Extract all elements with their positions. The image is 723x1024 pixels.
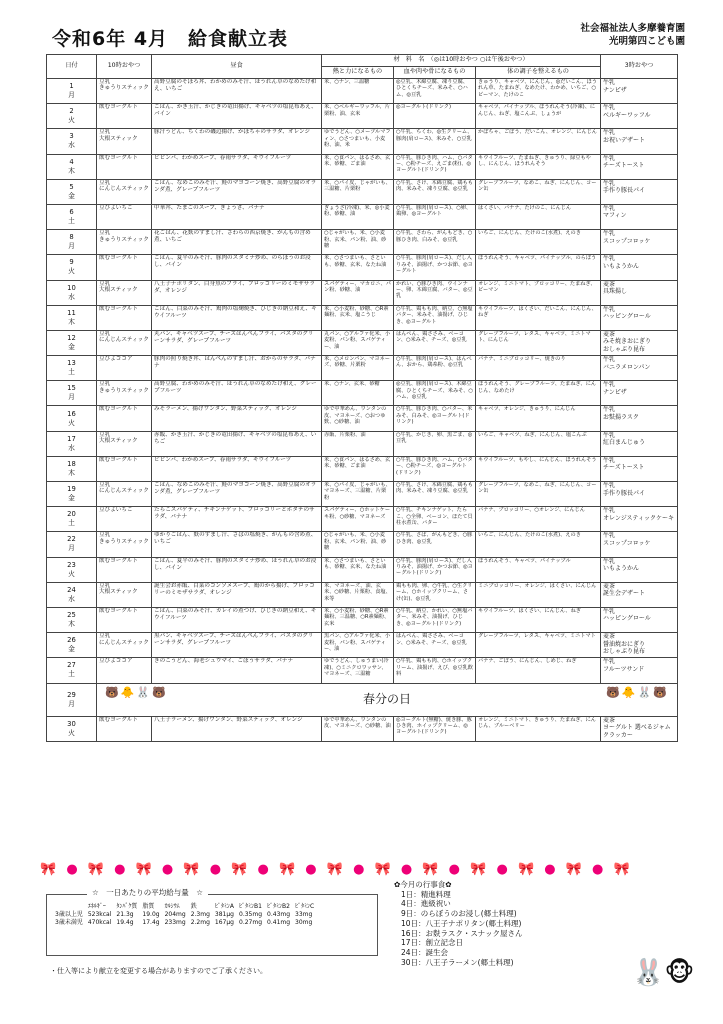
average-title: ☆ 一日あたりの平均給与量 ☆ bbox=[87, 889, 208, 898]
header-lunch: 昼食 bbox=[152, 55, 322, 79]
day-date: 8 月 bbox=[47, 230, 97, 255]
lunch: ビビンバ、わかめスープ、春雨サラダ、キウイフルーツ bbox=[152, 456, 322, 481]
day-date: 24 水 bbox=[47, 582, 97, 607]
snack3: 牛乳 オレンジスティックケーキ bbox=[601, 507, 678, 532]
energy-foods: 米、○小麦粉、砂糖、○R素麺粉、玄米、塩こうじ bbox=[322, 305, 394, 330]
day-date: 4 木 bbox=[47, 154, 97, 179]
body-foods: ○牛乳、さけ、木綿豆腐、鶏もも肉、米みそ、凍り豆腐、◎豆乳 bbox=[394, 482, 476, 507]
snack3: 牛乳 ナンピザ bbox=[601, 381, 678, 406]
condition-foods: グレープフルーツ、なめこ、ねぎ、にんじん、コーン缶 bbox=[476, 179, 601, 204]
average-cell: 17.4g bbox=[142, 919, 160, 926]
energy-foods: ゆでうどん、しゅうまい(冷凍)、○ミニクロワッサン、マヨネーズ、三温糖 bbox=[322, 658, 394, 683]
snack3: 牛乳 ベルギーワッフル bbox=[601, 104, 678, 129]
snack3: 牛乳 マフィン bbox=[601, 204, 678, 229]
snack3: 麦茶 誕生会デザート bbox=[601, 582, 678, 607]
menu-row bbox=[47, 507, 678, 532]
average-cell: 233mg bbox=[164, 919, 186, 926]
snack10: 豆乳 にんじんスティック bbox=[97, 633, 152, 658]
energy-foods: ゆでうどん、○メープルマフィン、○さつまいも、小麦粉、油、米 bbox=[322, 129, 394, 154]
lunch: 赤飯、かき玉汁、かじきの竜田揚げ、キャベツの塩昆布あえ、いちご bbox=[152, 431, 322, 456]
average-cell: ﾋﾞﾀﾐﾝB1 bbox=[239, 903, 262, 910]
average-cell: 33mg bbox=[295, 911, 313, 918]
event-item: 30日：八王子ラーメン(郷土料理) bbox=[401, 957, 514, 967]
energy-foods: ゆで中華めん、ワンタンの皮、マヨネーズ、○砂糖、油 bbox=[322, 716, 394, 741]
event-item: 24日：誕生会 bbox=[401, 947, 449, 957]
energy-foods: 米、○食パン、はるさめ、玄米、砂糖、ごま油 bbox=[322, 154, 394, 179]
menu-row bbox=[47, 104, 678, 129]
menu-row bbox=[47, 330, 678, 355]
body-foods: かれい、○豚ひき肉、ウインナー、卵、木綿豆腐、バター、◎豆乳 bbox=[394, 280, 476, 305]
menu-row bbox=[47, 230, 678, 255]
average-cell: 0.43mg bbox=[267, 911, 291, 918]
condition-foods: ほうれんそう、キャベツ、パイナップル bbox=[476, 557, 601, 582]
menu-row bbox=[47, 607, 678, 632]
day-date: 2 火 bbox=[47, 104, 97, 129]
energy-foods: ぎょうざ(冷凍)、米、◎小麦粉、砂糖、油 bbox=[322, 204, 394, 229]
lunch: ごはん、夏平のみそ汁、豚肉のスタミナ炒め、ほうれん草のお浸し、バイン bbox=[152, 557, 322, 582]
snack10: 豆乳 にんじんスティック bbox=[97, 482, 152, 507]
lunch: ごはん、かき玉汁、かじきの竜田揚げ、キャベツの塩昆布あえ、バイン bbox=[152, 104, 322, 129]
average-cell: 0.41mg bbox=[267, 919, 291, 926]
energy-foods: 米、○パイ皮、じゃがいも、三温糖、片栗粉 bbox=[322, 179, 394, 204]
snack10: 豆乳 大根スティック bbox=[97, 129, 152, 154]
snack10: 飲むヨーグルト bbox=[97, 104, 152, 129]
condition-foods: キャベツ、パイナップル、ほうれんそう(冷凍)、にんじん、ねぎ、塩こんぶ、しょうが bbox=[476, 104, 601, 129]
event-item: 4日：進級祝い bbox=[401, 899, 451, 909]
snack10: 飲むヨーグルト bbox=[97, 557, 152, 582]
snack10: 豆乳 きゅうりスティック bbox=[97, 532, 152, 557]
snack3: 牛乳 スコップコロッケ bbox=[601, 230, 678, 255]
body-foods: はんぺん、鶏ささみ、ベーコン、○米みそ、チーズ、◎豆乳 bbox=[394, 330, 476, 355]
snack10: 豆乳 きゅうりスティック bbox=[97, 79, 152, 104]
header-snack10: 10時おやつ bbox=[97, 55, 152, 79]
average-cell: 鉄 bbox=[190, 903, 197, 910]
day-date: 30 火 bbox=[47, 716, 97, 741]
condition-foods: キウイフルーツ、はくさい、にんじん、ねぎ bbox=[476, 607, 601, 632]
condition-foods: グレープフルーツ、レタス、キャベツ、ミニトマト、にんじん bbox=[476, 330, 601, 355]
school-name: 光明第四こども園 bbox=[608, 36, 685, 47]
snack10: 飲むヨーグルト bbox=[97, 716, 152, 741]
snack10: 豆乳 にんじんスティック bbox=[97, 179, 152, 204]
average-cell: ﾀﾝﾊﾟｸ質 bbox=[116, 903, 138, 910]
day-date: 23 火 bbox=[47, 557, 97, 582]
condition-foods: はくさい、バナナ、たけのこ、にんじん bbox=[476, 204, 601, 229]
body-foods: ○牛乳、豚肉(肩ロース)、はんぺん、おから、鶏糸粉、◎豆乳 bbox=[394, 356, 476, 381]
condition-foods: グレープフルーツ、なめこ、ねぎ、にんじん、コーン缶 bbox=[476, 482, 601, 507]
day-date: 17 水 bbox=[47, 431, 97, 456]
condition-foods: バナナ、ミニブロッコリー、焼きのり bbox=[476, 356, 601, 381]
energy-foods: ○じゃがいも、米、○小麦粉、玄米、パン粉、油、砂糖 bbox=[322, 230, 394, 255]
condition-foods: ほうれんそう、グレープフルーツ、たまねぎ、にんじん、なめたけ bbox=[476, 381, 601, 406]
snack10: 豆乳 大根スティック bbox=[97, 582, 152, 607]
day-date: 18 木 bbox=[47, 456, 97, 481]
energy-foods: 米、○小麦粉、砂糖、○R素麺粉、三温糖、○R素麺粉、玄米 bbox=[322, 607, 394, 632]
snack3: 牛乳 お麩揚ラスク bbox=[601, 406, 678, 431]
energy-foods: 米、○ナン、三温糖 bbox=[322, 79, 394, 104]
average-cell bbox=[55, 903, 88, 911]
event-item: 9日：のらぼうのお浸し(郷土料理) bbox=[401, 909, 517, 919]
snack10: 豆乳 大根スティック bbox=[97, 280, 152, 305]
average-cell: 脂質 bbox=[142, 903, 155, 910]
average-cell: 30mg bbox=[295, 919, 313, 926]
energy-foods: 米、○メロンパン、マヨネーズ、砂糖、片栗粉 bbox=[322, 356, 394, 381]
event-item: 16日：お麩ラスク・スナック屋さん bbox=[401, 928, 523, 938]
energy-foods: スパゲティー、○ホットケーキ粉、○砂糖、マヨネーズ bbox=[322, 507, 394, 532]
holiday-label: 春分の日 bbox=[363, 692, 412, 707]
menu-body bbox=[47, 79, 678, 742]
snack10: 飲むヨーグルト bbox=[97, 607, 152, 632]
lunch: きのこうどん、海老シュウマイ、ごぼうサラダ、バナナ bbox=[152, 658, 322, 683]
snack10: 豆乳 にんじんスティック bbox=[97, 330, 152, 355]
header-body: 血や肉や骨になるもの bbox=[394, 67, 476, 79]
condition-foods: きゅうり、キャベツ、にんじん、◎だいこん、ほうれん草、たまねぎ、なめたけ、わかめ、いちご、○ピーマン、たけのこ bbox=[476, 79, 601, 104]
header-snack3: 3時おやつ bbox=[601, 55, 678, 79]
lunch: 豚汁うどん、ちくわの磯辺揚げ、かぼちゃのサラダ、オレンジ bbox=[152, 129, 322, 154]
snack10: 豆乳 きゅうりスティック bbox=[97, 230, 152, 255]
menu-row bbox=[47, 305, 678, 330]
menu-row bbox=[47, 633, 678, 658]
day-date: 1 月 bbox=[47, 79, 97, 104]
condition-foods: キャベツ、オレンジ、きゅうり、にんじん bbox=[476, 406, 601, 431]
average-header-row bbox=[55, 903, 319, 911]
average-cell: ﾋﾞﾀﾐﾝC bbox=[295, 903, 315, 910]
condition-foods: いちご、にんじん、たけのこ(水煮)、えのき bbox=[476, 230, 601, 255]
menu-row bbox=[47, 255, 678, 280]
condition-foods: バナナ、ブロッコリー、○オレンジ、にんじん bbox=[476, 507, 601, 532]
page-title: 令和6年 4月 給食献立表 bbox=[52, 28, 289, 50]
condition-foods: グレープフルーツ、レタス、キャベツ、ミニトマト bbox=[476, 633, 601, 658]
average-cell: 21.3g bbox=[116, 911, 134, 918]
snack3: 牛乳 お祝いデザート bbox=[601, 129, 678, 154]
lunch: 八王子ナポリタン、白身魚のフライ、ブロッコリーのミモザサラダ、オレンジ bbox=[152, 280, 322, 305]
menu-row bbox=[47, 716, 678, 741]
snack3: 牛乳 チーズトースト bbox=[601, 456, 678, 481]
lunch: ごはん、なめこのみそ汁、鮭のマヨコーン焼き、高野豆腐のオランダ煮、グレープフルーツ bbox=[152, 179, 322, 204]
day-date: 11 木 bbox=[47, 305, 97, 330]
energy-foods: 米、マヨネーズ、油、玄米、○砂糖、片栗粉、食塩、米等 bbox=[322, 582, 394, 607]
day-date: 13 土 bbox=[47, 356, 97, 381]
day-date: 29 月 bbox=[47, 683, 97, 716]
snack3: 麦茶 ヨーグルト 選べるジャム クラッカー bbox=[601, 716, 678, 741]
average-cell: 19.0g bbox=[142, 911, 160, 918]
event-title: ✿今月の行事食✿ bbox=[394, 880, 452, 889]
snack10: 飲むヨーグルト bbox=[97, 406, 152, 431]
header-date: 日付 bbox=[47, 55, 97, 79]
body-foods: ○牛乳、さば、がんもどき、○豚ひき肉、◎豆乳 bbox=[394, 532, 476, 557]
snack3: 牛乳 手作り豚長パイ bbox=[601, 482, 678, 507]
menu-row bbox=[47, 658, 678, 683]
day-date: 3 水 bbox=[47, 129, 97, 154]
snack10: 飲むヨーグルト bbox=[97, 255, 152, 280]
snack10: 飲むヨーグルト bbox=[97, 305, 152, 330]
snack10: 豆びよココア bbox=[97, 658, 152, 683]
menu-row bbox=[47, 456, 678, 481]
snack10: 豆乳 大根スティック bbox=[97, 431, 152, 456]
day-date: 10 水 bbox=[47, 280, 97, 305]
average-row bbox=[55, 911, 319, 919]
lunch: みそラーメン、揚げワンタン、野菜スティック、オレンジ bbox=[152, 406, 322, 431]
average-cell: ﾋﾞﾀﾐﾝB2 bbox=[267, 903, 290, 910]
condition-foods: かぼちゃ、ごぼう、だいこん、オレンジ、にんじん bbox=[476, 129, 601, 154]
event-item: 17日：創立記念日 bbox=[401, 938, 464, 948]
body-foods: ○牛乳、さわら、がんもどき、○豚ひき肉、白みそ、◎豆乳 bbox=[394, 230, 476, 255]
menu-row bbox=[47, 154, 678, 179]
average-cell: 167μg bbox=[214, 919, 234, 926]
day-date: 16 火 bbox=[47, 406, 97, 431]
body-foods: ○牛乳、さけ、木綿豆腐、鶏もも肉、米みそ、凍り豆腐、◎豆乳 bbox=[394, 179, 476, 204]
average-nutrition-box bbox=[46, 888, 378, 956]
body-foods: ○牛乳、ちくわ、◎生クリーム、豚肉(肩ロース)、米みそ、○豆乳 bbox=[394, 129, 476, 154]
average-cell: 523kcal bbox=[87, 911, 112, 918]
animal-decoration: 🐻🐥🐰🐻 bbox=[105, 685, 168, 699]
average-cell: 204mg bbox=[164, 911, 186, 918]
body-foods: はんぺん、鶏ささみ、ベーコン、○米みそ、チーズ、◎豆乳 bbox=[394, 633, 476, 658]
lunch: ごはん、夏平のみそ汁、豚肉のスタミナ炒め、のらぼうのお浸し、バイン bbox=[152, 255, 322, 280]
condition-foods: ほうれんそう、キャベツ、パイナップル、のらぼう bbox=[476, 255, 601, 280]
menu-row bbox=[47, 356, 678, 381]
organization bbox=[580, 22, 685, 48]
lunch: ごはん、なめこのみそ汁、鮭のマヨコーン焼き、高野豆腐のオランダ煮、グレープフルーツ bbox=[152, 482, 322, 507]
day-date: 22 月 bbox=[47, 532, 97, 557]
body-foods: ○牛乳、かじき、卵、黒ごま、◎豆乳 bbox=[394, 431, 476, 456]
snack3: 牛乳 手作り豚長パイ bbox=[601, 179, 678, 204]
condition-foods: キウイフルーツ、はくさい、だいこん、にんじん、ねぎ bbox=[476, 305, 601, 330]
menu-table bbox=[46, 54, 678, 742]
average-cell: 3歳未満児 bbox=[55, 919, 83, 926]
snack10: 豆びよココア bbox=[97, 356, 152, 381]
condition-foods: キウイフルーツ、たまねぎ、きゅうり、緑豆もやし、にんじん、ほうれんそう bbox=[476, 154, 601, 179]
menu-row bbox=[47, 431, 678, 456]
average-row bbox=[55, 919, 319, 927]
menu-row bbox=[47, 280, 678, 305]
day-date: 20 土 bbox=[47, 507, 97, 532]
menu-row bbox=[47, 129, 678, 154]
change-note: ・仕入等により献立を変更する場合がありますのでご了承ください。 bbox=[50, 967, 267, 975]
condition-foods: いちご、にんじん、たけのこ(水煮)、えのき bbox=[476, 532, 601, 557]
lunch: ビビンバ、わかめスープ、春雨サラダ、キウイフルーツ bbox=[152, 154, 322, 179]
average-cell: 2.3mg bbox=[190, 911, 210, 918]
day-date: 25 木 bbox=[47, 607, 97, 632]
body-foods: ◎ヨーグルト(ドリンク) bbox=[394, 104, 476, 129]
condition-foods: いちご、キャベツ、ねぎ、にんじん、塩こんぶ bbox=[476, 431, 601, 456]
lunch: ごはん、白菜のみそ汁、カレイの煮つけ、ひじきの納豆和え、キウイフルーツ bbox=[152, 607, 322, 632]
menu-row bbox=[47, 79, 678, 104]
event-item: 1日：精進料理 bbox=[401, 889, 451, 899]
header-condition: 体の調子を整えるもの bbox=[476, 67, 601, 79]
day-date: 9 火 bbox=[47, 255, 97, 280]
lunch: 黒パン、キャベツスープ、チーズはんぺんフライ、パスタのグリーンサラダ、グレープフルーツ bbox=[152, 633, 322, 658]
condition-foods: オレンジ、ミニトマト、きゅうり、たまねぎ、にんじん、ブルーベリー bbox=[476, 716, 601, 741]
day-date: 26 金 bbox=[47, 633, 97, 658]
body-foods: 鶏もも肉、卵、○牛乳、○生クリーム、○ホイップクリーム、さけ(缶)、◎豆乳 bbox=[394, 582, 476, 607]
energy-foods: スパゲティー、マカロニ、パン粉、砂糖、油 bbox=[322, 280, 394, 305]
energy-foods: 丸パン、○アルファ化米、小麦粉、パン粉、スパゲティー、油 bbox=[322, 330, 394, 355]
energy-foods: 黒パン、○アルファ化米、小麦粉、パン粉、スパゲティー、油 bbox=[322, 633, 394, 658]
lunch: 豚肉の照り焼き丼、はんぺんのすまし汁、おからのサラダ、バナナ bbox=[152, 356, 322, 381]
snack3: 牛乳 ハッピングロール bbox=[601, 607, 678, 632]
decorative-border: 🎀 ● 🎀 ● 🎀 ● 🎀 ● 🎀 ● 🎀 ● 🎀 ● 🎀 ● 🎀 ● 🎀 ● 🎀 ● 🎀 ● 🎀 bbox=[40, 862, 633, 877]
condition-foods: ミニブロッコリー、オレンジ、はくさい、にんじん bbox=[476, 582, 601, 607]
body-foods: ○牛乳、豚ひき肉、○バター、米みそ、白みそ、◎ヨーグルト(ドリンク) bbox=[394, 406, 476, 431]
snack3: 麦茶 みそ焼きおにぎり おしゃぶり昆布 bbox=[601, 330, 678, 355]
snack10: 飲むヨーグルト bbox=[97, 456, 152, 481]
energy-foods: 米、○さつまいも、さといも、砂糖、玄米、なたね油 bbox=[322, 255, 394, 280]
body-foods: ◎豆乳、木綿豆腐、凍り豆腐、ひとくちチーズ、米みそ、○ハム、◎豆乳 bbox=[394, 79, 476, 104]
average-cell: 3歳以上児 bbox=[55, 911, 83, 918]
menu-row bbox=[47, 179, 678, 204]
lunch: 中華丼、たまごのスープ、ぎょうざ、バナナ bbox=[152, 204, 322, 229]
menu-row bbox=[47, 204, 678, 229]
body-foods: ○牛乳、豚肉(肩ロース)、だし入りみそ、油揚げ、かつお節、◎ヨーグルト bbox=[394, 255, 476, 280]
condition-foods: バナナ、ごぼう、にんじん、しめじ、ねぎ bbox=[476, 658, 601, 683]
menu-row bbox=[47, 482, 678, 507]
event-item: 10日：八王子ナポリタン(郷土料理) bbox=[401, 918, 522, 928]
body-foods: ○牛乳、豚ひき肉、ハム、○バター、○粉チーズ、えごま(粉)、◎ヨーグルト(ドリンク) bbox=[394, 154, 476, 179]
energy-foods: 米、○パイ皮、じゃがいも、マヨネーズ、三温糖、片栗粉 bbox=[322, 482, 394, 507]
event-list bbox=[394, 880, 594, 967]
header-energy: 熱と力になるもの bbox=[322, 67, 394, 79]
condition-foods: オレンジ、ミニトマト、ブロッコリー、たまねぎ、ピーマン bbox=[476, 280, 601, 305]
energy-foods: 米、○さつまいも、さといも、砂糖、玄米、なたね油 bbox=[322, 557, 394, 582]
body-foods: ◎ヨーグルト(無糖)、焼き豚、豚ひき肉、ホイップクリーム、◎ヨーグルト(ドリンク) bbox=[394, 716, 476, 741]
holiday-cell bbox=[97, 683, 678, 716]
body-foods: ○牛乳、鶏もも肉、納豆、○無塩バター、米みそ、油揚げ、ひじき、◎ヨーグルト bbox=[394, 305, 476, 330]
average-cell: 0.27mg bbox=[239, 919, 263, 926]
snack3: 牛乳 いもようかん bbox=[601, 255, 678, 280]
menu-row bbox=[47, 683, 678, 716]
lunch: たらこスパゲティ、チキンナゲット、ブロッコリーとホタテのサラダ、バナナ bbox=[152, 507, 322, 532]
lunch: 誕生会お赤飯、白菜のコンソメスープ、鶏のから揚げ、ブロッコリーのミモザサラダ、オレンジ bbox=[152, 582, 322, 607]
snack3: 牛乳 ハッピングロール bbox=[601, 305, 678, 330]
body-foods: ○牛乳、チキンナゲット、たらこ、○全卵、ベーコン、ほたて貝柱水煮缶、バター bbox=[394, 507, 476, 532]
day-date: 12 金 bbox=[47, 330, 97, 355]
energy-foods: 米、○ベルギーワッフル、片栗粉、油、玄米 bbox=[322, 104, 394, 129]
average-cell: 19.4g bbox=[116, 919, 134, 926]
snack3: 牛乳 スコップコロッケ bbox=[601, 532, 678, 557]
menu-row bbox=[47, 557, 678, 582]
lunch: 丸パン、キャベツスープ、チーズはんぺんフライ、パスタのグリーンサラダ、グレープフルーツ bbox=[152, 330, 322, 355]
day-date: 6 土 bbox=[47, 204, 97, 229]
animal-decoration: 🐻🐥🐰🐻 bbox=[606, 685, 670, 699]
average-cell: 470kcal bbox=[87, 919, 112, 926]
snack3: 牛乳 チーズトースト bbox=[601, 154, 678, 179]
average-cell: 2.2mg bbox=[190, 919, 210, 926]
body-foods: ○牛乳、鶏もも肉、○ホイップクリーム、油揚げ、えび、◎豆乳飲料 bbox=[394, 658, 476, 683]
body-foods: ○牛乳、豚ひき肉、ハム、○バター、○粉チーズ、◎ヨーグルト(ドリンク) bbox=[394, 456, 476, 481]
snack3: 牛乳 紅白まんじゅう bbox=[601, 431, 678, 456]
lunch: ごはん、白菜のみそ汁、鶏肉の塩麹焼き、ひじきの納豆和え、キウイフルーツ bbox=[152, 305, 322, 330]
snack10: 豆びよいちご bbox=[97, 204, 152, 229]
day-date: 5 金 bbox=[47, 179, 97, 204]
body-foods: ○牛乳、納豆、かれい、○無塩バター、米みそ、油揚げ、ひじき、◎ヨーグルト(ドリンク) bbox=[394, 607, 476, 632]
body-foods: ◎豆乳、豚肉(肩ロース)、木綿豆腐、ひとくちチーズ、米みそ、○ハム、◎豆乳 bbox=[394, 381, 476, 406]
energy-foods: 米、○ナン、玄米、砂糖 bbox=[322, 381, 394, 406]
snack3: 牛乳 バニラメロンパン bbox=[601, 356, 678, 381]
average-cell: 381μg bbox=[214, 911, 234, 918]
menu-row bbox=[47, 406, 678, 431]
lunch: 高野豆腐、わかめのみそ汁、ほうれん草のなめたけ和え、グレープフルーツ bbox=[152, 381, 322, 406]
average-table bbox=[55, 903, 319, 927]
snack3: 麦茶 具珠揚し bbox=[601, 280, 678, 305]
energy-foods: 米、○食パン、はるさめ、玄米、砂糖、ごま油 bbox=[322, 456, 394, 481]
average-cell: ﾋﾞﾀﾐﾝA bbox=[214, 903, 235, 910]
energy-foods: ゆで中華めん、ワンタンの皮、マヨネーズ、○おつゆ麩、○砂糖、油 bbox=[322, 406, 394, 431]
rabbit-monkey-illustration: 🐰🐵 bbox=[632, 958, 695, 988]
day-date: 15 月 bbox=[47, 381, 97, 406]
average-cell: ｴﾈﾙｷﾞｰ bbox=[87, 903, 106, 910]
day-date: 27 土 bbox=[47, 658, 97, 683]
snack10: 飲むヨーグルト bbox=[97, 154, 152, 179]
snack3: 麦茶 醤油焼おにぎり おしゃぶり昆布 bbox=[601, 633, 678, 658]
snack10: 豆びよいちご bbox=[97, 507, 152, 532]
header-ingredients: 材 料 名 （◎は10時おやつ ○は午後おやつ） bbox=[322, 55, 601, 67]
org-name: 社会福祉法人多摩養育園 bbox=[580, 23, 685, 34]
menu-row bbox=[47, 381, 678, 406]
snack3: 牛乳 フルーツサンド bbox=[601, 658, 678, 683]
snack3: 牛乳 ナンピザ bbox=[601, 79, 678, 104]
snack10: 豆乳 きゅうりスティック bbox=[97, 381, 152, 406]
average-cell: 0.35mg bbox=[239, 911, 263, 918]
menu-row bbox=[47, 532, 678, 557]
lunch: 高野豆腐のそぼろ丼、わかめのみそ汁、ほうれん草のなめたけ和え、いちご bbox=[152, 79, 322, 104]
lunch: 八王子ラーメン、揚げワンタン、野菜スティック、オレンジ bbox=[152, 716, 322, 741]
lunch: ゆかりごはん、麩のすまし汁、さばの塩焼き、がんもの含め煮、いちご bbox=[152, 532, 322, 557]
menu-row bbox=[47, 582, 678, 607]
average-cell: ｶﾙｼｳﾑ bbox=[164, 903, 180, 910]
snack3: 牛乳 いもようかん bbox=[601, 557, 678, 582]
condition-foods: キウイフルーツ、もやし、にんじん、ほうれんそう bbox=[476, 456, 601, 481]
body-foods: ○牛乳、豚肉(肩ロース)、○卵、鶏卵、◎ヨーグルト bbox=[394, 204, 476, 229]
body-foods: ○牛乳、豚肉(肩ロース)、だし入りみそ、油揚げ、かつお節、◎ヨーグルト(ドリンク) bbox=[394, 557, 476, 582]
lunch: 花ごはん、花麩のすまし汁、さわらの西京焼き、がんもの含め煮、いちご bbox=[152, 230, 322, 255]
energy-foods: 赤飯、片栗粉、油 bbox=[322, 431, 394, 456]
day-date: 19 金 bbox=[47, 482, 97, 507]
energy-foods: ○じゃがいも、米、○小麦粉、玄米、パン粉、油、砂糖 bbox=[322, 532, 394, 557]
